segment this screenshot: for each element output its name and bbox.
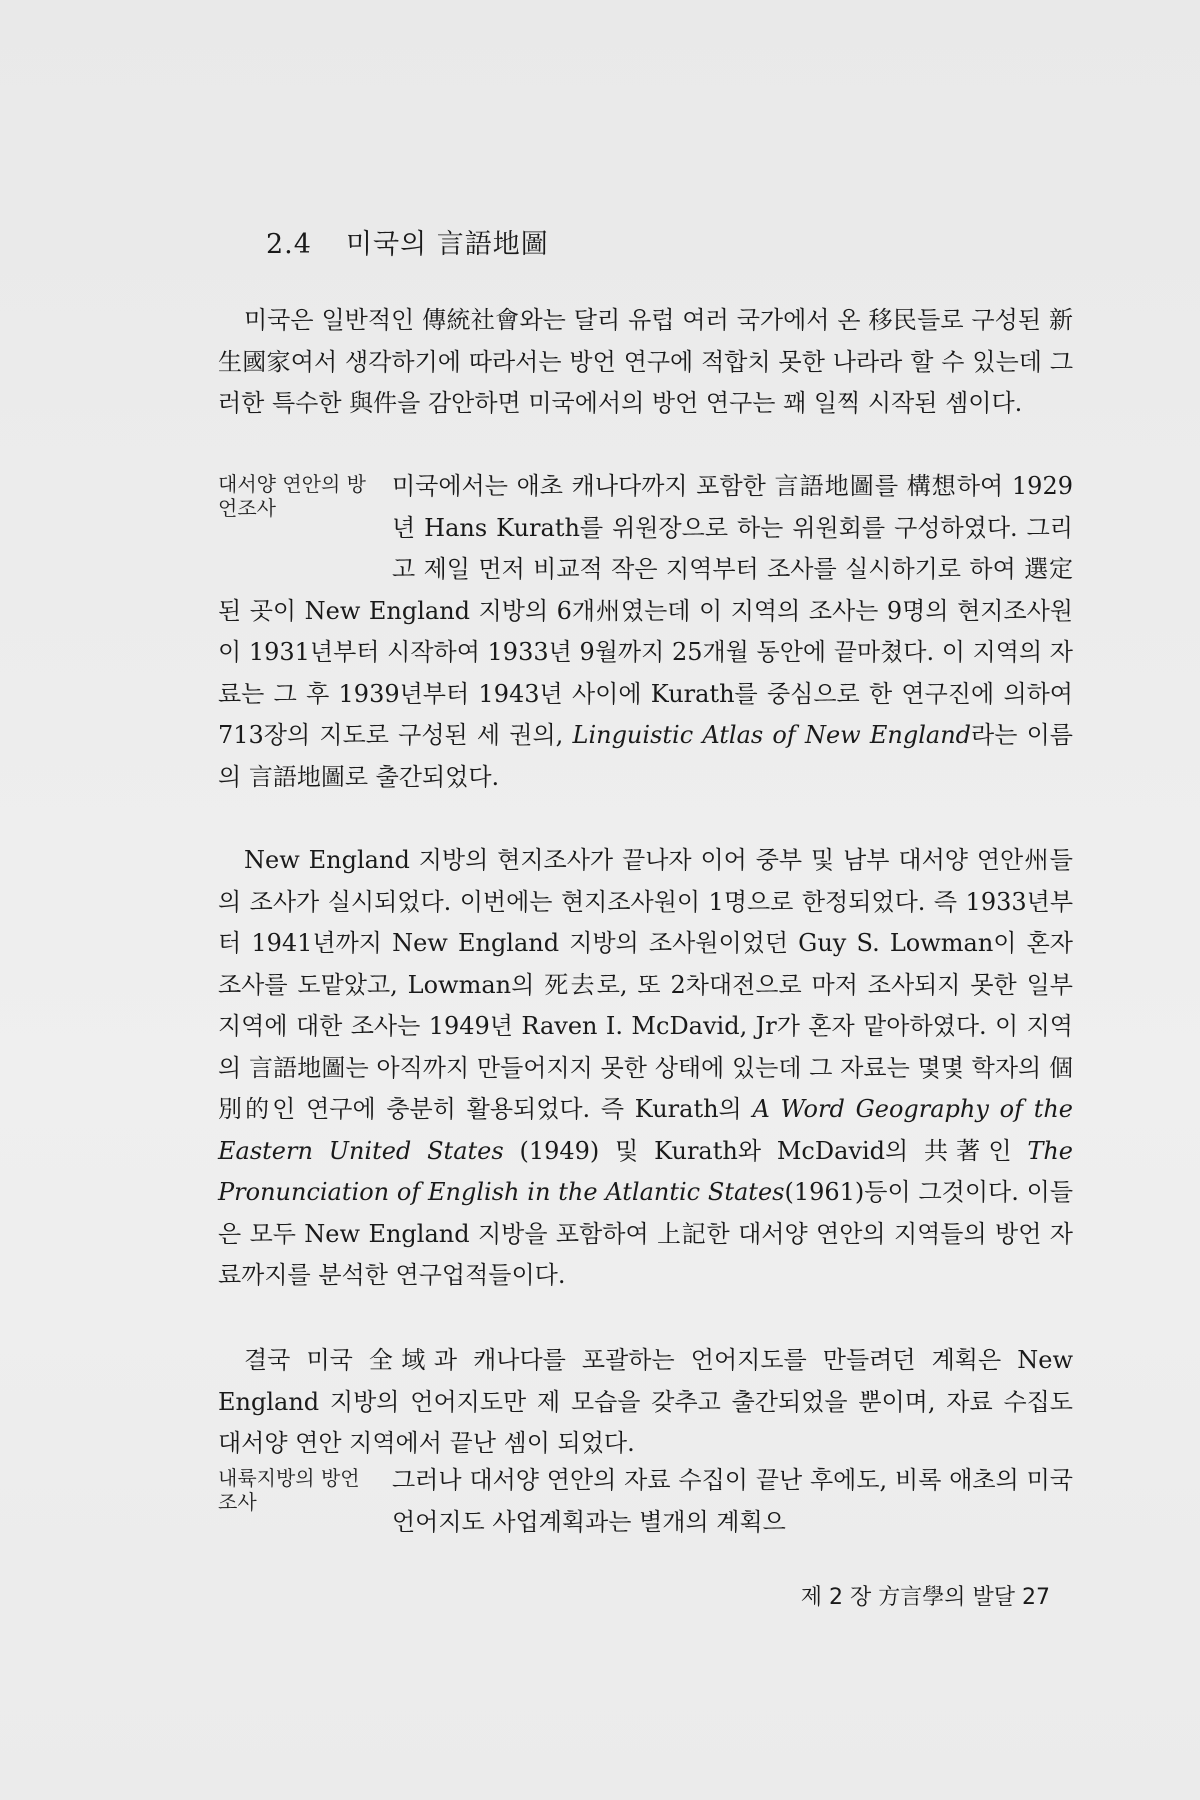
paragraph-conclusion-text: 결국 미국 全域과 캐나다를 포괄하는 언어지도를 만들려던 계획은 New England 지방의 언어지도만 제 모습을 갖추고 출간되었을 뿐이며, 자료 수집도 대서양 연안 지역에서 끝난 셈이 되었다. <box>218 1346 1073 1457</box>
paragraph-middle-south-a: New England 지방의 현지조사가 끝나자 이어 중부 및 남부 대서양 연안州들의 조사가 실시되었다. 이번에는 현지조사원이 1명으로 한정되었다. 즉 1933년부터 1941년까지 New England 지방의 조사원이었던 Guy S. Lowman이 혼자 조사를 도맡았고, Lowman의 死去로, 또 2차대전으로 마저 조사되지 못한 일부 지역에 대한 조사는 1949년 Raven I. McDavid, Jr가 혼자 맡아하였다. 이 지역의 言語地圖는 아직까지 만들어지지 못한 상태에 있는데 그 자료는 몇몇 학자의 個別的인 연구에 충분히 활용되었다. 즉 Kurath의 <box>218 846 1073 1123</box>
paragraph-conclusion <box>218 1340 1073 1465</box>
paragraph-intro <box>218 300 1073 425</box>
section-number: 2.4 <box>266 229 312 260</box>
section-title: 미국의 言語地圖 <box>345 229 549 260</box>
title-word-geography: A Word Geography of the Eastern United States <box>218 1095 1073 1165</box>
paragraph-atlantic-end: 라는 이름의 言語地圖로 출간되었다. <box>218 721 1073 791</box>
paragraph-middle-south <box>218 840 1073 1297</box>
paragraph-atlantic-text: 미국에서는 애초 캐나다까지 포함한 言語地圖를 構想하여 1929년 Hans Kurath를 위원장으로 하는 위원회를 구성하였다. 그리고 제일 먼저 비교적 작은 지역부터 조사를 실시하기로 하여 選定된 곳이 New England 지방의 6개州였는데 이 지역의 조사는 9명의 현지조사원이 1931년부터 시작하여 1933년 9월까지 25개월 동안에 끝마쳤다. 이 지역의 자료는 그 후 1939년부터 1943년 사이에 Kurath를 중심으로 한 연구진에 의하여 713장의 지도로 구성된 세 권의, <box>218 472 1073 749</box>
paragraph-inland-survey <box>218 1460 1073 1544</box>
title-pronunciation: The Pronunciation of English in the Atlantic States <box>218 1136 1073 1206</box>
paragraph-middle-south-b: (1949) 및 Kurath와 McDavid의 共著인 <box>503 1136 1028 1165</box>
section-heading <box>266 222 549 261</box>
paragraph-intro-text: 미국은 일반적인 傳統社會와는 달리 유럽 여러 국가에서 온 移民들로 구성된 新生國家여서 생각하기에 따라서는 방언 연구에 적합치 못한 나라라 할 수 있는데 그러한 특수한 與件을 감안하면 미국에서의 방언 연구는 꽤 일찍 시작된 셈이다. <box>218 306 1073 417</box>
title-linguistic-atlas: Linguistic Atlas of New England <box>572 721 972 749</box>
margin-note-inland: 내륙지방의 방언 조사 <box>218 1466 360 1514</box>
page-footer: 제 2 장 方言學의 발달 27 <box>800 1585 1050 1610</box>
paragraph-atlantic-survey <box>218 466 1073 798</box>
paragraph-inland-text: 그러나 대서양 연안의 자료 수집이 끝난 후에도, 비록 애초의 미국 언어지도 사업계획과는 별개의 계획으 <box>392 1466 1073 1536</box>
paragraph-middle-south-c: (1961)등이 그것이다. 이들은 모두 New England 지방을 포함하여 上記한 대서양 연안의 지역들의 방언 자료까지를 분석한 연구업적들이다. <box>218 1178 1073 1289</box>
margin-note-atlantic: 대서양 연안의 방언조사 <box>218 472 366 520</box>
